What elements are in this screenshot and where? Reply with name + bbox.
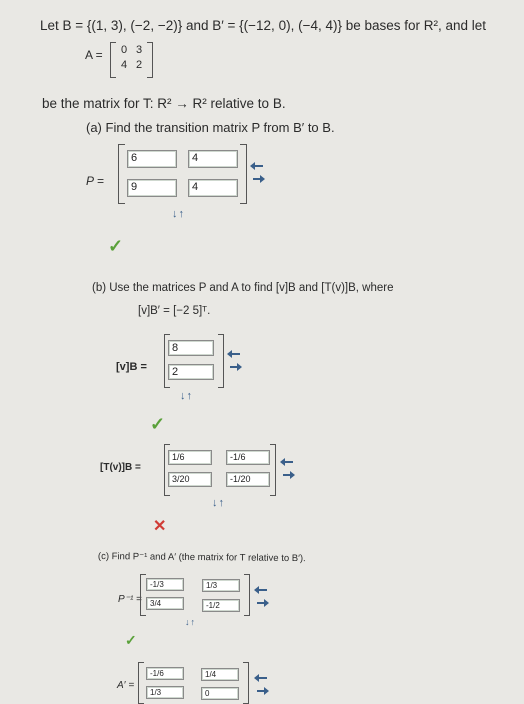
pinv-row-arrows[interactable] xyxy=(254,586,268,612)
matrix-a xyxy=(85,44,143,71)
matrix-a-cell: 2 xyxy=(136,59,143,71)
check-icon: ✓ xyxy=(150,414,166,434)
arrow-left-icon[interactable] xyxy=(254,586,268,594)
matrix-a-cell: 0 xyxy=(121,44,128,56)
tvb-cell-00[interactable]: 1/6 xyxy=(168,450,212,465)
check-icon: ✓ xyxy=(108,236,124,256)
pinv-cell-10[interactable]: 3/4 xyxy=(146,597,184,610)
aprime-cell-10[interactable]: 1/3 xyxy=(146,686,184,699)
aprime-row-arrows[interactable] xyxy=(254,674,268,700)
aprime-label: A′ = xyxy=(117,680,135,691)
matrix-a-label: A = xyxy=(85,48,103,62)
arrow-left-icon[interactable] xyxy=(254,674,268,682)
swap-arrows-icon[interactable]: ↓↑ xyxy=(180,390,193,402)
pinv-label: P⁻¹ = xyxy=(118,594,142,605)
part-b-prompt: (b) Use the matrices P and A to find [v]B and [T(v)]B, where xyxy=(92,282,394,294)
tvb-cell-10[interactable]: 3/20 xyxy=(168,472,212,487)
part-b-given: [v]B′ = [−2 5]ᵀ. xyxy=(138,305,211,317)
matrix-a-cell: 3 xyxy=(136,44,143,56)
arrow-right-icon[interactable] xyxy=(254,599,268,607)
tvb-cell-11[interactable]: -1/20 xyxy=(226,472,270,487)
vb-row-arrows[interactable] xyxy=(227,350,241,376)
p-row-arrows[interactable] xyxy=(250,162,264,188)
tvb-label: [T(v)]B = xyxy=(100,462,141,473)
part-a-prompt: (a) Find the transition matrix P from B′ to B. xyxy=(86,120,335,135)
vb-cell-1[interactable]: 2 xyxy=(168,364,214,380)
arrow-left-icon[interactable] xyxy=(250,162,264,170)
aprime-cell-11[interactable]: 0 xyxy=(201,687,239,700)
aprime-cell-00[interactable]: -1/6 xyxy=(146,667,184,680)
p-cell-01[interactable]: 4 xyxy=(188,150,238,168)
arrow-right-icon[interactable] xyxy=(250,175,264,183)
arrow-right-icon[interactable] xyxy=(254,687,268,695)
p-cell-10[interactable]: 9 xyxy=(127,179,177,197)
vb-cell-0[interactable]: 8 xyxy=(168,340,214,356)
tvb-row-arrows[interactable] xyxy=(280,458,294,484)
swap-arrows-icon[interactable]: ↓↑ xyxy=(212,497,225,509)
pinv-cell-00[interactable]: -1/3 xyxy=(146,578,184,591)
tvb-cell-01[interactable]: -1/6 xyxy=(226,450,270,465)
arrow-left-icon[interactable] xyxy=(227,350,241,358)
cross-icon: ✕ xyxy=(153,518,167,535)
check-icon: ✓ xyxy=(125,632,137,648)
pinv-cell-11[interactable]: -1/2 xyxy=(202,599,240,612)
arrow-right-icon[interactable] xyxy=(280,471,294,479)
matrix-a-cell: 4 xyxy=(121,59,128,71)
p-cell-11[interactable]: 4 xyxy=(188,179,238,197)
arrow-right-icon[interactable] xyxy=(227,363,241,371)
intro-text: Let B = {(1, 3), (−2, −2)} and B′ = {(−12, 0), (−4, 4)} be bases for R², and let xyxy=(40,18,487,33)
vb-label: [v]B = xyxy=(116,361,147,373)
aprime-cell-01[interactable]: 1/4 xyxy=(201,668,239,681)
swap-arrows-icon[interactable]: ↓↑ xyxy=(172,208,185,220)
part-c-prompt: (c) Find P⁻¹ and A′ (the matrix for T relative to B′). xyxy=(97,551,306,565)
swap-arrows-icon[interactable]: ↓↑ xyxy=(185,617,196,627)
arrow-left-icon[interactable] xyxy=(280,458,294,466)
pinv-cell-01[interactable]: 1/3 xyxy=(202,579,240,592)
p-cell-00[interactable]: 6 xyxy=(127,150,177,168)
intro-text-2: be the matrix for T: R² → R² relative to B. xyxy=(42,96,286,111)
p-label: P = xyxy=(86,174,104,188)
